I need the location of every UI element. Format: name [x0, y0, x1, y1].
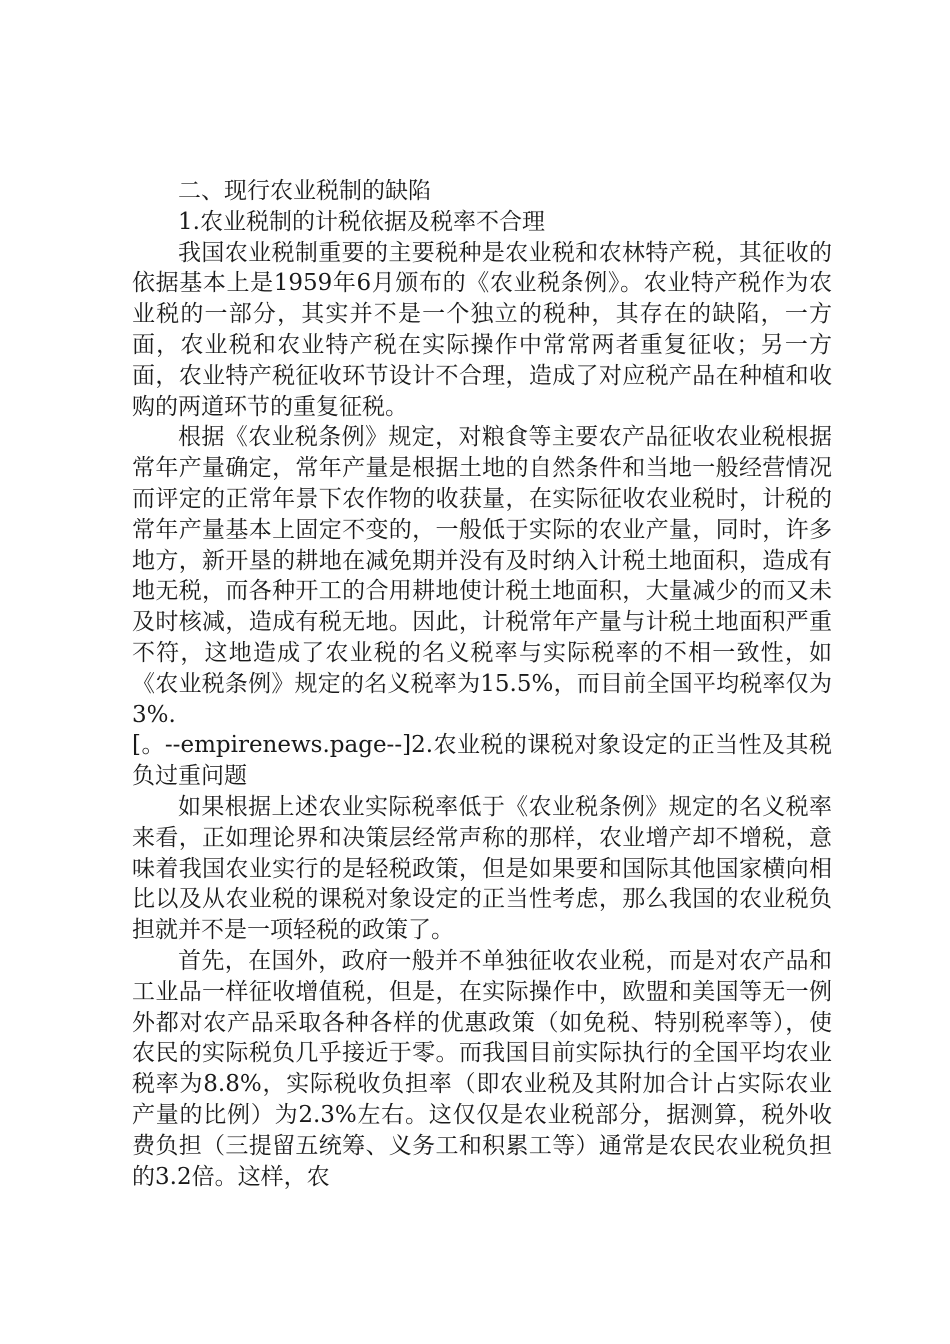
paragraph-page-marker-subheading: [。--empirenews.page--]2.农业税的课税对象设定的正当性及其税负过重问题 [132, 732, 832, 790]
document-body [132, 176, 832, 1192]
section-heading: 二、现行农业税制的缺陷 [178, 178, 431, 204]
subheading-tax-basis: 1.农业税制的计税依据及税率不合理 [178, 208, 545, 235]
paragraph-tax-burden: 如果根据上述农业实际税率低于《农业税条例》规定的名义税率来看，正如理论界和决策层经常声称的那样，农业增产却不增税，意味着我国农业实行的是轻税政策，但是如果要和国际其他国家横向相比以及从农业税的课税对象设定的正当性考虑，那么我国的农业税负担就并不是一项轻税的政策了。 [132, 793, 832, 944]
paragraph-tax-regulation: 根据《农业税条例》规定，对粮食等主要农产品征收农业税根据常年产量确定，常年产量是根据土地的自然条件和当地一般经营情况而评定的正常年景下农作物的收获量，在实际征收农业税时，计税的常年产量基本上固定不变的，一般低于实际的农业产量，同时，许多地方，新开垦的耕地在减免期并没有及时纳入计税土地面积，造成有地无税，而各种开工的合用耕地使计税土地面积，大量减少的而又未及时核减，造成有税无地。因此，计税常年产量与计税土地面积严重不符，这地造成了农业税的名义税率与实际税率的不相一致性，如《农业税条例》规定的名义税率为15.5%，而目前全国平均税率仅为3%. [132, 424, 832, 728]
paragraph-tax-system: 我国农业税制重要的主要税种是农业税和农林特产税，其征收的依据基本上是1959年6月颁布的《农业税条例》。农业特产税作为农业税的一部分，其实并不是一个独立的税种，其存在的缺陷，一方面，农业税和农业特产税在实际操作中常常两者重复征收；另一方面，农业特产税征收环节设计不合理，造成了对应税产品在种植和收购的两道环节的重复征税。 [132, 239, 832, 420]
paragraph-international-comparison: 首先，在国外，政府一般并不单独征收农业税，而是对农产品和工业品一样征收增值税，但是，在实际操作中，欧盟和美国等无一例外都对农产品采取各种各样的优惠政策（如免税、特别税率等），使农民的实际税负几乎接近于零。而我国目前实际执行的全国平均农业税率为8.8%，实际税收负担率（即农业税及其附加合计占实际农业产量的比例）为2.3%左右。这仅仅是农业税部分，据测算，税外收费负担（三提留五统筹、义务工和积累工等）通常是农民农业税负担的3.2倍。这样，农 [132, 947, 832, 1190]
